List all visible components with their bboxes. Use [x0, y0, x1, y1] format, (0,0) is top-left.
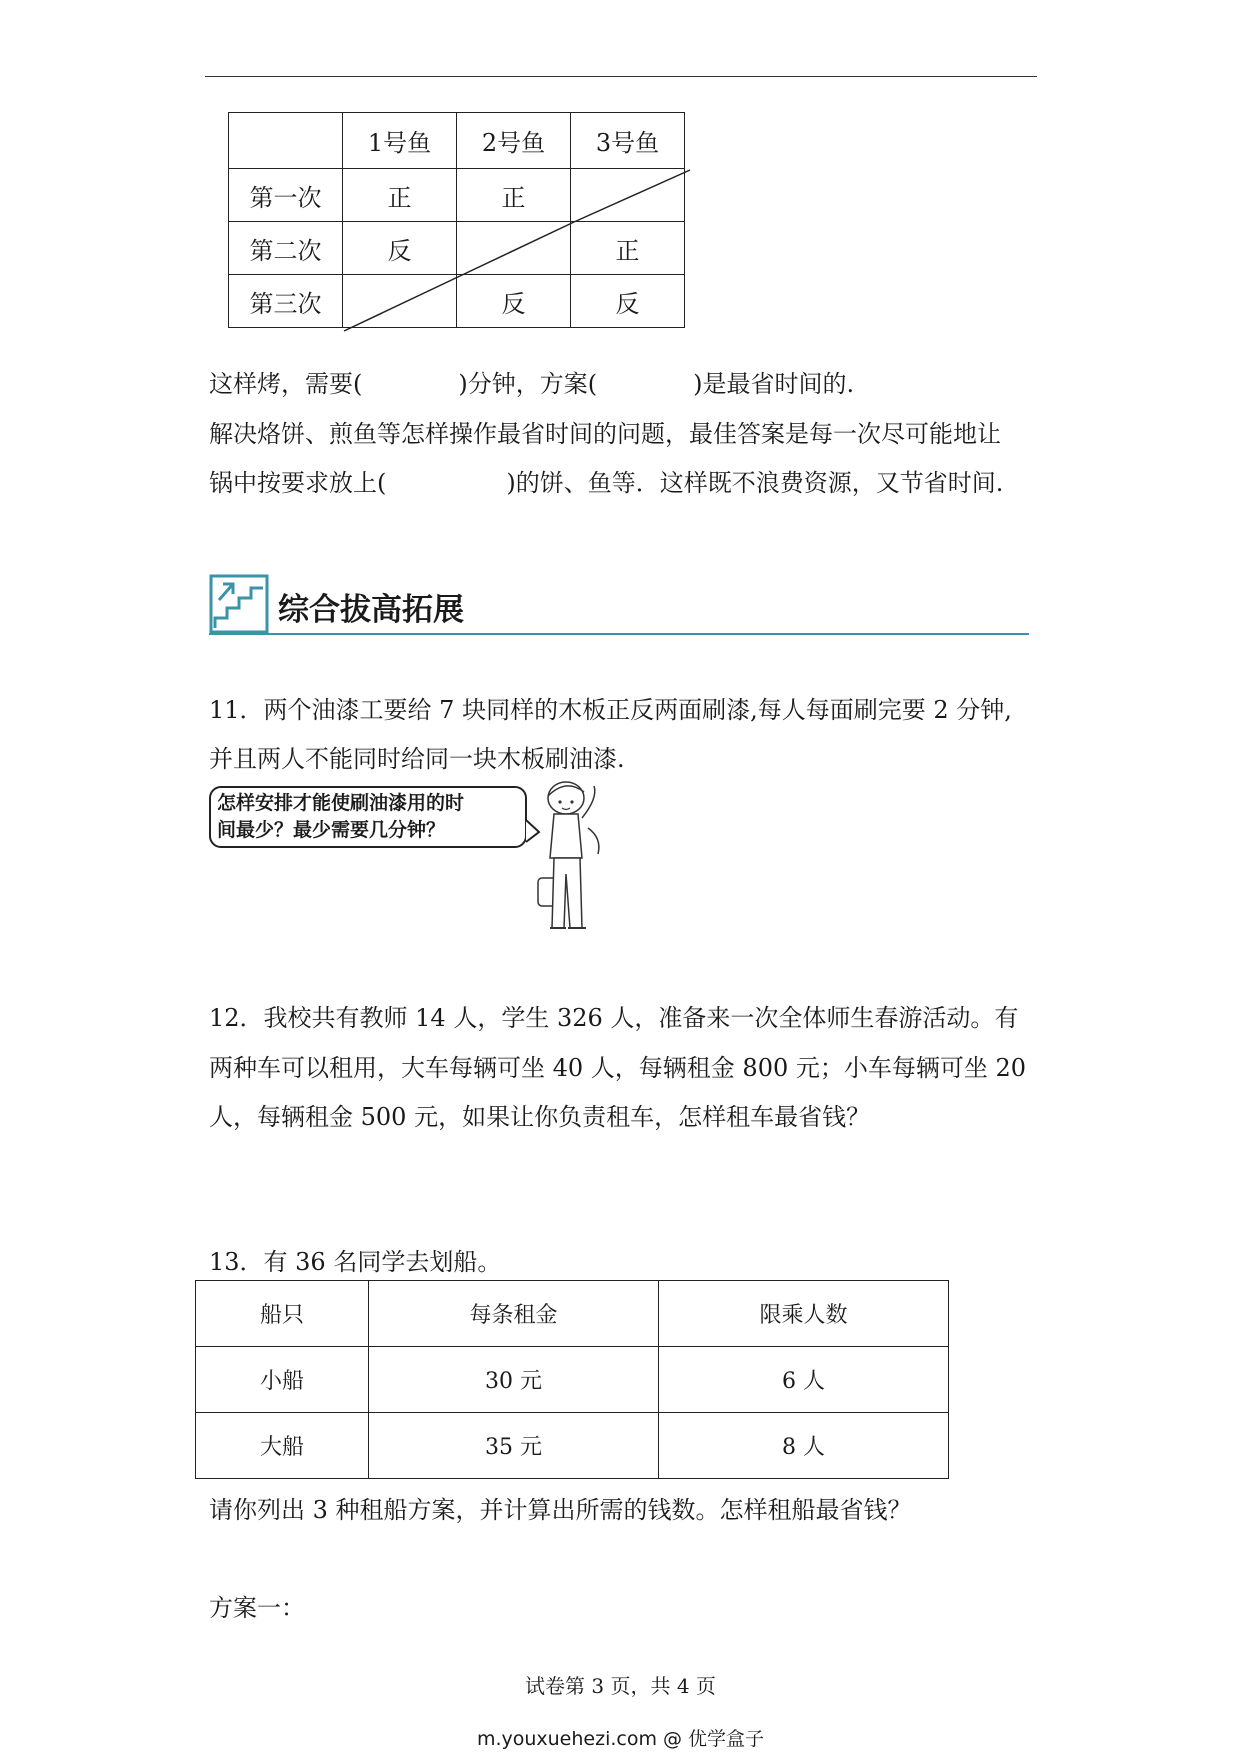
table-header: 2号鱼: [457, 113, 571, 169]
plan-label: 方案一：: [209, 1594, 305, 1622]
table-cell: 反: [343, 222, 457, 275]
q11-line: 并且两人不能同时给同一块木板刷油漆.: [209, 745, 625, 773]
text-line: 解决烙饼、煎鱼等怎样操作最省时间的问题，最佳答案是每一次尽可能地让: [209, 420, 1001, 448]
row-label: 第二次: [229, 222, 343, 275]
q11-line: 11．两个油漆工要给 7 块同样的木板正反两面刷漆,每人每面刷完要 2 分钟,: [209, 696, 1012, 724]
diagonal-line: [460, 222, 574, 276]
table-header: 限乘人数: [659, 1281, 949, 1347]
q13-line: 请你列出 3 种租船方案，并计算出所需的钱数。怎样租船最省钱？: [209, 1496, 912, 1524]
q12-line: 12．我校共有教师 14 人，学生 326 人，准备来一次全体师生春游活动。有: [209, 1004, 1019, 1032]
table-row: [196, 1413, 949, 1479]
section-divider: [209, 633, 1029, 635]
q12-line: 两种车可以租用，大车每辆可坐 40 人，每辆租金 800 元；小车每辆可坐 20: [209, 1054, 1027, 1082]
stairs-icon: [209, 574, 271, 634]
table-cell: 小船: [196, 1347, 369, 1413]
table-row: [196, 1281, 949, 1347]
table-cell: 35 元: [369, 1413, 659, 1479]
diagonal-line: [344, 276, 460, 331]
row-label: 第一次: [229, 169, 343, 222]
bubble-text: 怎样安排才能使刷油漆用的时: [217, 792, 465, 814]
table-header: 每条租金: [369, 1281, 659, 1347]
table-cell: 30 元: [369, 1347, 659, 1413]
bubble-text: 间最少？最少需要几分钟？: [217, 819, 446, 841]
speech-bubble: [209, 786, 527, 848]
painter-illustration-icon: [532, 778, 612, 936]
table-cell: 反: [457, 275, 571, 328]
text-line: 这样烤，需要( )分钟，方案( )是最省时间的.: [209, 370, 855, 398]
row-label: 第三次: [229, 275, 343, 328]
table-row: [196, 1347, 949, 1413]
page-number: 试卷第 3 页，共 4 页: [525, 1674, 716, 1698]
boat-rental-table: [195, 1280, 949, 1479]
text-line: 锅中按要求放上( )的饼、鱼等．这样既不浪费资源，又节省时间.: [209, 469, 1004, 497]
watermark: m.youxuehezi.com @ 优学盒子: [476, 1728, 765, 1750]
table-cell: 正: [571, 222, 685, 275]
table-cell: 8 人: [659, 1413, 949, 1479]
table-cell: 大船: [196, 1413, 369, 1479]
section-title: 综合拔高拓展: [278, 592, 464, 628]
q12-line: 人，每辆租金 500 元，如果让你负责租车，怎样租车最省钱？: [209, 1103, 871, 1131]
diagonal-line: [574, 170, 690, 222]
table-cell: 正: [457, 169, 571, 222]
table-cell: 正: [343, 169, 457, 222]
table-header: 3号鱼: [571, 113, 685, 169]
table-header: 1号鱼: [343, 113, 457, 169]
diagonal-strike-lines: [0, 0, 1241, 400]
table-cell: 反: [571, 275, 685, 328]
table-cell: 6 人: [659, 1347, 949, 1413]
table-header: 船只: [196, 1281, 369, 1347]
q13-line: 13．有 36 名同学去划船。: [209, 1248, 502, 1276]
